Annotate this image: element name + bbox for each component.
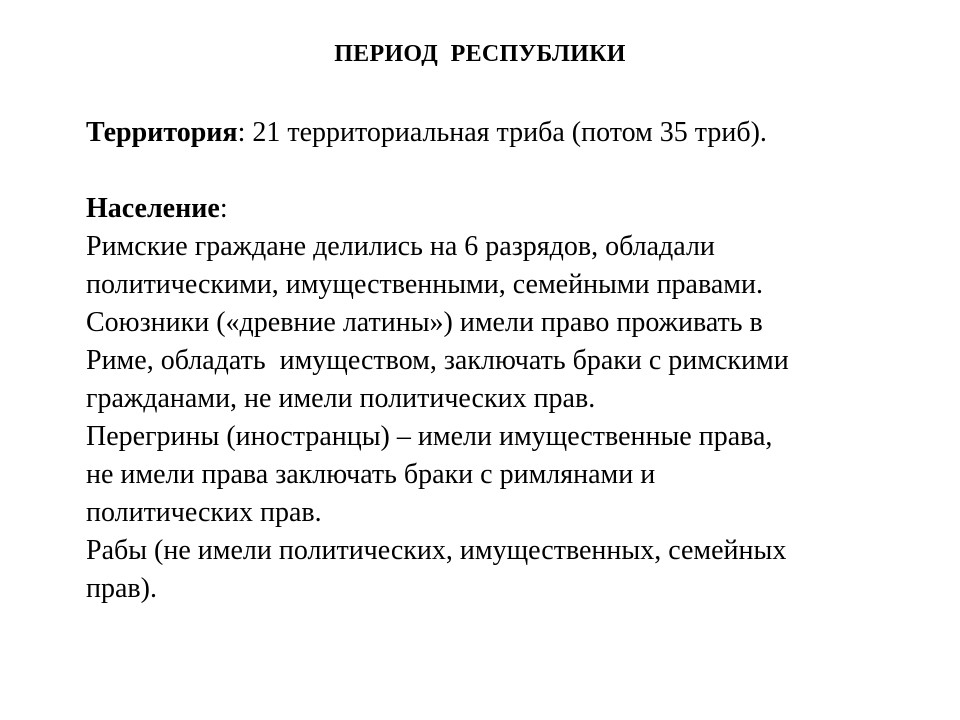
population-label: Население	[86, 193, 220, 224]
population-line: Римские граждане делились на 6 разрядов, обладали	[86, 231, 715, 262]
population-line: Союзники («древние латины») имели право проживать в	[86, 307, 763, 338]
population-section	[86, 190, 916, 608]
territory-label: Территория	[86, 117, 238, 148]
population-line: гражданами, не имели политических прав.	[86, 383, 596, 414]
population-colon: :	[219, 193, 228, 224]
population-line: прав).	[86, 573, 157, 604]
slide-body	[86, 114, 916, 608]
population-line: Перегрины (иностранцы) – имели имущественные права,	[86, 421, 773, 452]
population-line: Риме, обладать имуществом, заключать браки с римскими	[86, 345, 789, 376]
population-line: политическими, имущественными, семейными правами.	[86, 269, 763, 300]
territory-text: : 21 территориальная триба (потом 35 триб).	[237, 117, 767, 148]
population-line: Рабы (не имели политических, имущественных, семейных	[86, 535, 787, 566]
population-line: не имели права заключать браки с римлянами и	[86, 459, 656, 490]
paragraph-spacer	[86, 152, 916, 190]
population-heading	[86, 190, 916, 228]
slide-title: ПЕРИОД РЕСПУБЛИКИ	[334, 41, 626, 67]
territory-paragraph	[86, 114, 916, 152]
population-line: политических прав.	[86, 497, 322, 528]
